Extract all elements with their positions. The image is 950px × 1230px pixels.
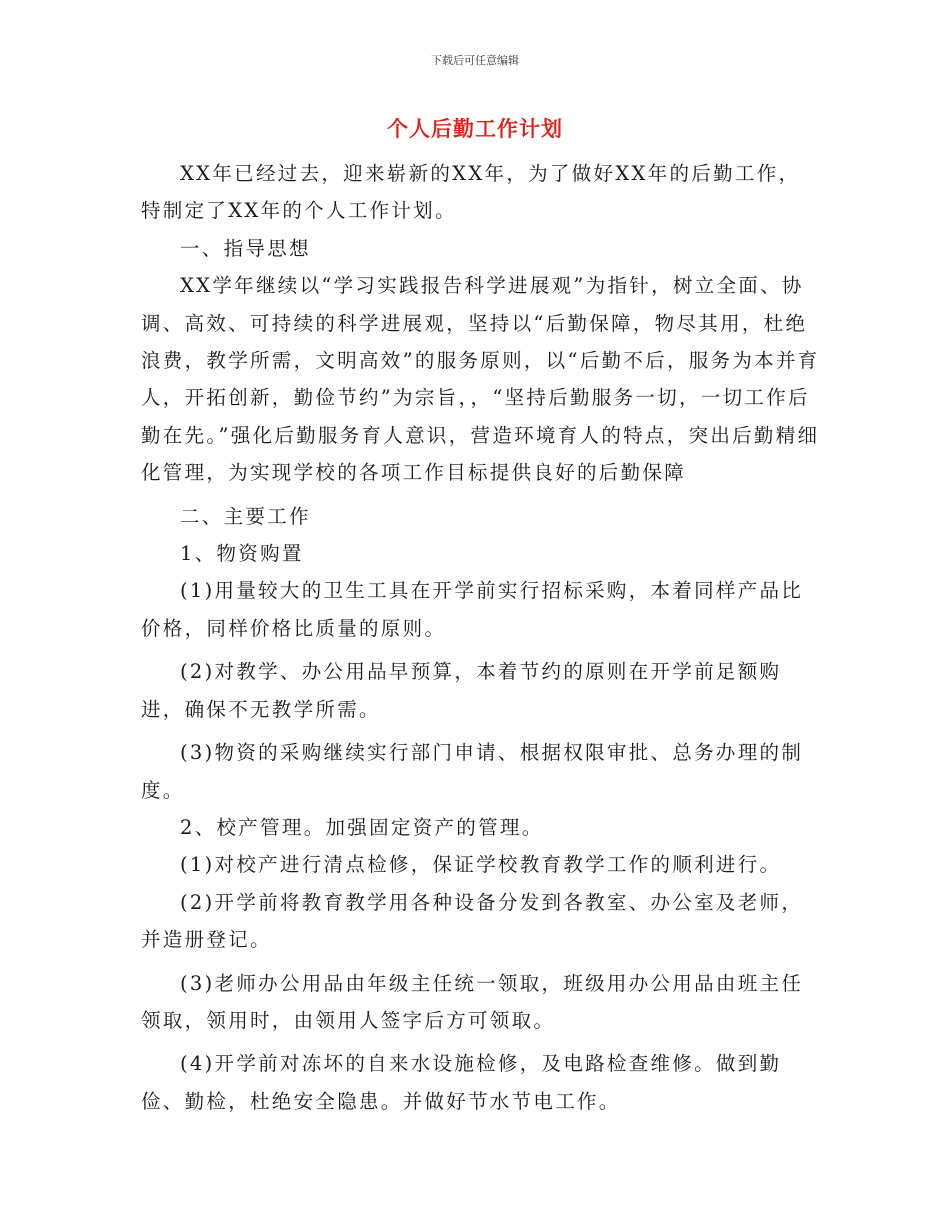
list-item-purchase-3: (3)物资的采购继续实行部门申请、根据权限审批、总务办理的制度。 bbox=[141, 741, 804, 802]
subheading-asset-management: 2、校产管理。加强固定资产的管理。 bbox=[180, 815, 544, 839]
section-heading-main-work: 二、主要工作 bbox=[180, 504, 311, 528]
list-item-asset-4: (4)开学前对冻坏的自来水设施检修，及电路检查维修。做到勤俭、勤检，杜绝安全隐患。并做好节水节电工作。 bbox=[141, 1052, 782, 1113]
list-item-asset-1: (1)对校产进行清点检修，保证学校教育教学工作的顺利进行。 bbox=[180, 853, 782, 877]
document-title: 个人后勤工作计划 bbox=[387, 116, 563, 141]
list-item-asset-2: (2)开学前将教育教学用各种设备分发到各教室、办公室及老师，并造册登记。 bbox=[141, 890, 804, 952]
list-item-purchase-1: (1)用量较大的卫生工具在开学前实行招标采购，本着同样产品比价格，同样价格比质量的原则。 bbox=[141, 579, 804, 640]
paragraph-guiding-ideology: XX学年继续以“学习实践报告科学进展观”为指针，树立全面、协调、高效、可持续的科学进展观，坚持以“后勤保障，物尽其用，杜绝浪费，教学所需，文明高效”的服务原则，以“后勤不后，服务为本并育人，开拓创新，勤俭节约”为宗旨，，“坚持后勤服务一切，一切工作后勤在先。”强化后勤服务育人意识，营造环境育人的特点，突出后勤精细化管理，为实现学校的各项工作目标提供良好的后勤保障 bbox=[141, 274, 820, 485]
list-item-asset-3: (3)老师办公用品由年级主任统一领取，班级用办公用品由班主任领取，领用时，由领用人签字后方可领取。 bbox=[141, 971, 804, 1032]
subheading-material-purchase: 1、物资购置 bbox=[180, 542, 304, 566]
document-body bbox=[141, 155, 821, 1120]
list-item-purchase-2: (2)对教学、办公用品早预算，本着节约的原则在开学前足额购进，确保不无教学所需。 bbox=[141, 660, 782, 721]
paragraph-intro: XX年已经过去，迎来崭新的XX年，为了做好XX年的后勤工作，特制定了XX年的个人工作计划。 bbox=[141, 162, 801, 223]
section-heading-guiding-ideology: 一、指导思想 bbox=[180, 236, 311, 260]
page-header-note: 下载后可任意编辑 bbox=[431, 54, 519, 67]
